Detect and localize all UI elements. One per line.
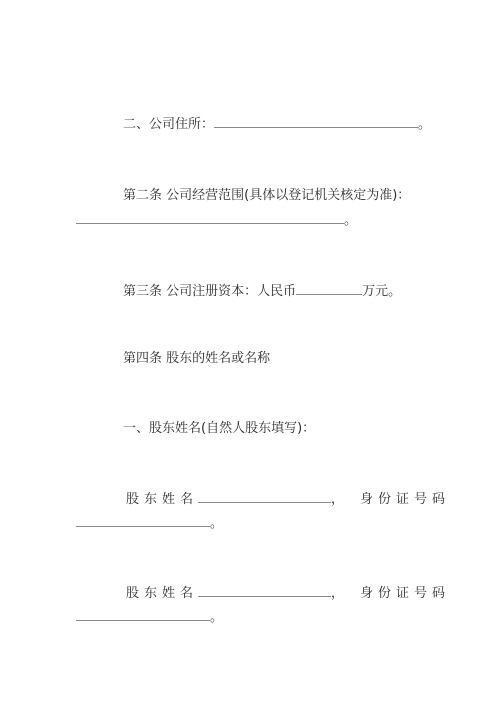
company-address-line — [123, 116, 431, 133]
id-number-blank[interactable] — [76, 515, 210, 527]
article-3-line — [123, 283, 401, 300]
article-2-heading — [123, 188, 410, 204]
shareholder-name-blank[interactable] — [198, 491, 331, 503]
shareholder-name-heading: 第四条 股东的姓名或名称 — [123, 351, 271, 366]
business-scope-line — [76, 212, 357, 229]
period: 。 — [344, 213, 358, 228]
natural-person-heading — [123, 421, 315, 437]
registered-capital-label: 第三条 公司注册资本：人民币 — [123, 284, 297, 299]
business-scope-blank[interactable] — [76, 212, 344, 224]
shareholder-2-id-line — [76, 609, 223, 626]
period: 。 — [418, 117, 432, 132]
company-address-blank[interactable] — [214, 116, 418, 128]
company-address-label: 二、公司住所： — [123, 117, 215, 132]
natural-person-label: 一、股东姓名(自然人股东填写)： — [123, 421, 316, 436]
shareholder-name-label: 股东姓名 — [126, 586, 199, 601]
comma: ， — [331, 586, 345, 601]
shareholder-2-line — [126, 585, 450, 602]
shareholder-name-label: 股东姓名 — [126, 492, 199, 507]
article-4-heading — [123, 351, 270, 367]
period: 。 — [210, 610, 224, 625]
id-number-label: 身份证号码 — [360, 492, 451, 507]
business-scope-label: 第二条 公司经营范围(具体以登记机关核定为准)： — [123, 188, 411, 203]
id-number-label: 身份证号码 — [360, 586, 451, 601]
shareholder-1-id-line — [76, 515, 223, 532]
comma: ， — [331, 492, 345, 507]
registered-capital-blank[interactable] — [296, 283, 362, 295]
id-number-blank[interactable] — [76, 609, 210, 621]
period: 。 — [210, 516, 224, 531]
shareholder-1-line — [126, 491, 450, 508]
shareholder-name-blank[interactable] — [198, 585, 331, 597]
capital-unit: 万元。 — [362, 284, 402, 299]
